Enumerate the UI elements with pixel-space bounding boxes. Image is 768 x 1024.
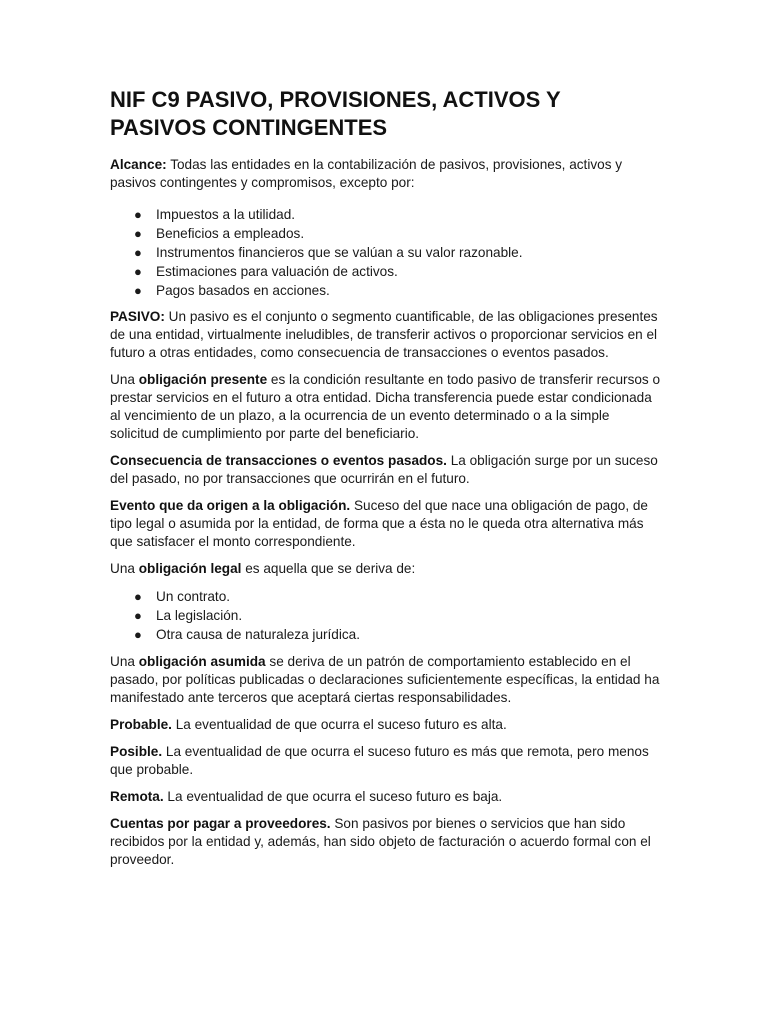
list-item — [134, 587, 662, 606]
obligacion-asumida-text: se deriva de un patrón de comportamiento establecido en el pasado, por políticas publicadas o declaraciones suficientemente específicas, la entidad ha manifestado ante terceros que aceptará ciertas responsabilidades. — [110, 654, 660, 705]
obligacion-presente-text: es la condición resultante en todo pasivo de transferir recursos o prestar servicios en el futuro a otra entidad. Dicha transferencia puede estar condicionada al vencimiento de un plazo, a la ocurrencia de un evento determinado o a la simple solicitud de cumplimiento por parte del beneficiario. — [110, 372, 661, 441]
list-item-text: Beneficios a empleados. — [156, 226, 305, 241]
list-item-text: Instrumentos financieros que se valúan a su valor razonable. — [156, 245, 523, 260]
consecuencia-text: La obligación surge por un suceso del pasado, no por transacciones que ocurrirán en el futuro. — [110, 453, 658, 486]
bullet-icon: ● — [134, 207, 142, 222]
posible-paragraph — [110, 743, 662, 779]
obligacion-presente-pre: Una — [110, 372, 139, 387]
posible-label: Posible. — [110, 744, 163, 759]
list-item — [134, 606, 662, 625]
bullet-icon: ● — [134, 283, 142, 298]
probable-paragraph — [110, 716, 662, 734]
list-item-text: Pagos basados en acciones. — [156, 283, 330, 298]
alcance-label: Alcance: — [110, 157, 167, 172]
document-title: NIF C9 PASIVO, PROVISIONES, ACTIVOS Y PASIVOS CONTINGENTES — [110, 87, 561, 140]
bullet-icon: ● — [134, 608, 142, 623]
obligacion-legal-text: es aquella que se deriva de: — [241, 561, 416, 576]
cuentas-label: Cuentas por pagar a proveedores. — [110, 816, 331, 831]
list-item-text: Otra causa de naturaleza jurídica. — [156, 627, 361, 642]
list-item-text: Estimaciones para valuación de activos. — [156, 264, 398, 279]
exceptions-list — [110, 205, 662, 300]
document-page — [110, 86, 662, 878]
obligacion-asumida-pre: Una — [110, 654, 139, 669]
consecuencia-paragraph — [110, 452, 662, 488]
list-item-text: La legislación. — [156, 608, 243, 623]
alcance-text: Todas las entidades en la contabilización de pasivos, provisiones, activos y pasivos contingentes y compromisos, excepto por: — [110, 157, 623, 190]
pasivo-paragraph — [110, 308, 662, 362]
remota-paragraph — [110, 788, 662, 806]
pasivo-label: PASIVO: — [110, 309, 165, 324]
evento-paragraph — [110, 497, 662, 551]
bullet-icon: ● — [134, 245, 142, 260]
evento-label: Evento que da origen a la obligación. — [110, 498, 351, 513]
bullet-icon: ● — [134, 627, 142, 642]
cuentas-paragraph — [110, 815, 662, 869]
legal-sources-list — [110, 587, 662, 644]
pasivo-text: Un pasivo es el conjunto o segmento cuantificable, de las obligaciones presentes de una entidad, virtualmente ineludibles, de transferir activos o proporcionar servicios en el futuro a otras entidades, como consecuencia de transacciones o eventos pasados. — [110, 309, 658, 360]
posible-text: La eventualidad de que ocurra el suceso futuro es más que remota, pero menos que probable. — [110, 744, 649, 777]
evento-text: Suceso del que nace una obligación de pago, de tipo legal o asumida por la entidad, de forma que a ésta no le queda otra alternativa más que satisfacer el monto correspondiente. — [110, 498, 648, 549]
probable-label: Probable. — [110, 717, 172, 732]
obligacion-presente-paragraph — [110, 371, 662, 443]
cuentas-text: Son pasivos por bienes o servicios que han sido recibidos por la entidad y, además, han sido objeto de facturación o acuerdo formal con el proveedor. — [110, 816, 651, 867]
obligacion-legal-pre: Una — [110, 561, 139, 576]
bullet-icon: ● — [134, 226, 142, 241]
list-item — [134, 625, 662, 644]
list-item-text: Impuestos a la utilidad. — [156, 207, 296, 222]
obligacion-legal-paragraph — [110, 560, 662, 578]
alcance-paragraph — [110, 156, 662, 192]
list-item — [134, 224, 662, 243]
obligacion-asumida-label: obligación asumida — [138, 654, 266, 669]
obligacion-presente-label: obligación presente — [138, 372, 268, 387]
obligacion-asumida-paragraph — [110, 653, 662, 707]
probable-text: La eventualidad de que ocurra el suceso futuro es alta. — [171, 717, 507, 732]
remota-label: Remota. — [110, 789, 164, 804]
list-item-text: Un contrato. — [156, 589, 231, 604]
list-item — [134, 243, 662, 262]
list-item — [134, 281, 662, 300]
bullet-icon: ● — [134, 589, 142, 604]
bullet-icon: ● — [134, 264, 142, 279]
remota-text: La eventualidad de que ocurra el suceso futuro es baja. — [163, 789, 503, 804]
list-item — [134, 205, 662, 224]
obligacion-legal-label: obligación legal — [138, 561, 242, 576]
consecuencia-label: Consecuencia de transacciones o eventos pasados. — [110, 453, 447, 468]
list-item — [134, 262, 662, 281]
